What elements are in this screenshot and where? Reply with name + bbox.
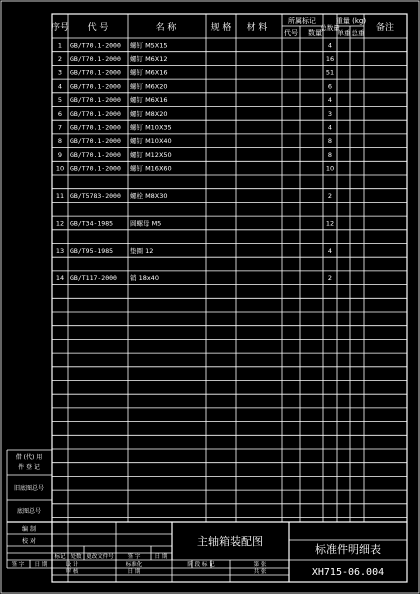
table-row [58,40,332,49]
count-label: 处数 [70,554,82,560]
col-asm-qty-header: 数量 [308,29,322,37]
table-row [58,54,334,63]
row-no: 11 [55,192,65,200]
table-row [56,191,332,200]
row-no: 1 [57,41,63,50]
stage-mark-label: 阶 段 标 记 [187,562,215,568]
row-no: 4 [57,82,63,91]
table-row [56,164,334,173]
row-code: GB/T70.1-2000 [70,164,121,173]
row-code: GB/T70.1-2000 [70,41,121,50]
row-code: GB/T95-1985 [70,246,114,255]
row-name: 螺钉 M5X15 [130,41,168,50]
col-asm-code-header: 代号 [284,29,298,37]
table-row [58,81,332,90]
date2-label: 日 期 [34,562,48,568]
side-cad-label: 借 (代) 用 [15,454,43,461]
row-name: 圆螺母 M5 [130,219,162,228]
row-no: 13 [55,246,65,255]
row-name: 螺钉 M12X50 [130,150,172,159]
row-no: 6 [57,109,63,118]
change-doc-label: 更改文件号 [86,554,114,560]
audit-label: 审 核 [65,569,79,575]
row-no: 3 [57,68,63,77]
side-register [7,450,52,568]
assembly-title: 主轴箱装配图 [197,535,263,548]
row-code: GB/T117-2000 [70,274,117,283]
check-label: 校 对 [22,538,36,545]
table-row [58,68,334,77]
row-name: 销 18x40 [130,274,159,283]
page-label: 第 张 [253,562,267,568]
table-header [51,16,407,38]
row-qty: 16 [325,55,335,63]
row-name: 螺钉 M10X40 [130,137,172,146]
row-code: GB/T70.1-2000 [70,150,121,159]
prep-label: 编 制 [22,526,36,533]
row-name: 螺钉 M6X16 [130,96,168,105]
total-pages-label: 共 张 [253,569,267,575]
row-qty: 8 [327,150,333,159]
row-code: GB/T5783-2000 [70,192,121,200]
row-code: GB/T34-1985 [70,219,114,228]
row-qty: 2 [327,192,333,200]
row-code: GB/T70.1-2000 [70,82,121,91]
col-name-header: 名 称 [155,23,177,33]
col-material-header: 材 料 [246,23,268,33]
date3-label: 日 期 [127,569,141,575]
col-spec-header: 规 格 [210,23,232,33]
row-no: 5 [57,96,63,105]
table-row [58,150,332,159]
document-title: 标准件明细表 [315,543,381,556]
row-code: GB/T70.1-2000 [70,68,121,77]
row-qty: 3 [327,109,333,118]
sign-label: 签 字 [127,554,141,560]
side-base-label: 底图总号 [16,508,42,515]
row-name: 螺钉 M8X20 [130,109,168,118]
row-code: GB/T70.1-2000 [70,96,121,105]
table-row [56,273,332,282]
row-no: 12 [55,219,65,228]
row-qty: 2 [327,274,333,283]
row-no: 7 [57,123,63,132]
row-name: 螺钉 M10X35 [130,123,172,132]
col-code-header: 代 号 [87,23,109,33]
table-row [58,136,332,145]
row-name: 螺钉 M6X12 [130,55,168,63]
table-row [56,246,332,255]
row-qty: 4 [327,123,333,132]
row-no: 14 [55,274,65,283]
table-row [58,123,332,132]
col-total-header: 总数量 [320,24,340,32]
row-qty: 6 [327,82,333,91]
row-code: GB/T70.1-2000 [70,55,121,63]
col-no-header: 序号 [50,23,70,33]
document-number: XH715-06.004 [311,567,385,578]
row-qty: 4 [327,246,333,255]
title-block [7,522,407,582]
row-code: GB/T70.1-2000 [70,137,121,146]
side-archive-label: 旧底图总号 [13,485,45,492]
row-name: 螺栓 M8X30 [130,192,168,200]
row-qty: 10 [325,164,335,173]
row-code: GB/T70.1-2000 [70,109,121,118]
row-no: 10 [55,164,65,173]
col-weight-header: 重量 (kg) [335,17,367,25]
std-label: 标准化 [125,562,143,568]
row-no: 9 [57,150,63,159]
design-label: 设 计 [65,562,79,568]
row-name: 螺钉 M16X60 [130,164,172,173]
row-qty: 8 [327,137,333,146]
row-no: 2 [57,55,63,63]
marks-label: 标记 [54,554,66,560]
row-qty: 51 [325,68,335,77]
date-label: 日 期 [154,554,168,560]
row-code: GB/T70.1-2000 [70,123,121,132]
row-name: 螺钉 M6X20 [130,82,168,91]
row-qty: 4 [327,41,333,50]
col-unit-weight-header: 单重 [337,29,351,37]
side-parts-label: 件 登 记 [18,464,40,471]
row-no: 8 [57,137,63,146]
outer-border [1,1,419,593]
row-qty: 4 [327,96,333,105]
table-row [58,109,332,118]
col-asm-mark-header: 所属标记 [288,17,316,25]
table-row [56,218,334,227]
signature-label: 签 字 [11,562,25,568]
table-row [58,95,332,104]
row-name: 垫圈 12 [130,246,154,255]
row-name: 螺钉 M6X16 [130,68,168,77]
col-total-weight-header: 总重 [351,29,365,37]
row-qty: 12 [325,219,335,228]
col-remark-header: 备注 [375,23,395,33]
